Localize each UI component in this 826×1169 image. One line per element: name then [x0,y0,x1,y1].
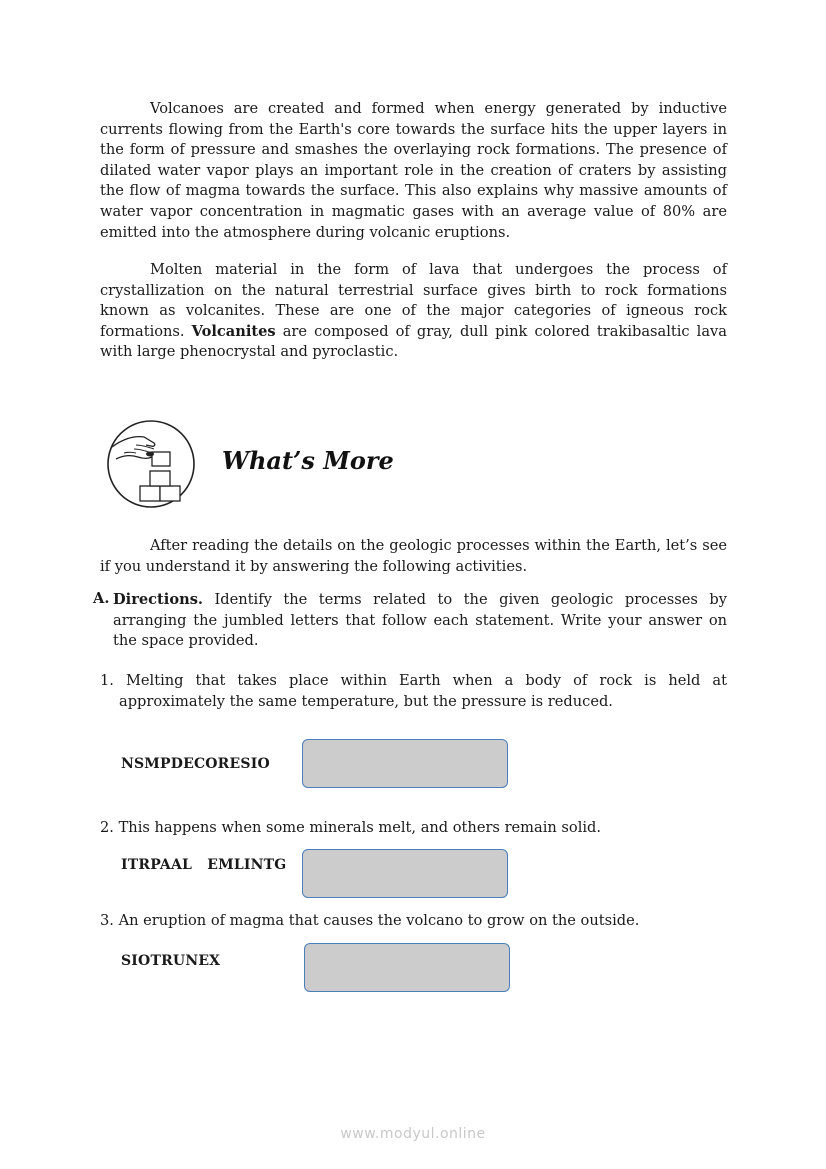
answer-box-3[interactable] [304,943,510,992]
paragraph-text: Molten material in the form of lava that undergoes the process of crystallization on the natural terrestrial surface gives birth to rock formations known as volcanites. These are one of the major categories of igneous rock formations. [100,261,727,340]
answer-box-1[interactable] [302,739,508,788]
directions-letter: A. [93,590,110,607]
section-title: What’s More [222,446,394,475]
directions-text: Identify the terms related to the given geologic processes by arranging the jumbled letters that follow each statement. Write your answer on the space provided. [113,591,727,650]
paragraph-volcanites [100,260,727,363]
directions [113,590,727,652]
directions-label: Directions. [113,591,203,608]
question-2: 2. This happens when some minerals melt, and others remain solid. [100,819,602,836]
jumbled-word-3: SIOTRUNEX [121,953,221,969]
activity-intro [100,536,727,577]
answer-box-2[interactable] [302,849,508,898]
question-text: 1. Melting that takes place within Earth when a body of rock is held at approximately the same temperature, but the pressure is reduced. [100,672,727,710]
watermark: www.modyul.online [340,1126,486,1142]
paragraph-text: Volcanoes are created and formed when energy generated by inductive currents flowing from the Earth's core towards the surface hits the upper layers in the form of pressure and smashes the overlaying rock formations. The presence of dilated water vapor plays an important role in the creation of craters by assisting the flow of magma towards the surface. This also explains why massive amounts of water vapor concentration in magmatic gases with an average value of 80% are emitted into the atmosphere during volcanic eruptions. [100,100,727,241]
jumbled-word-2: ITRPAAL EMLINTG [121,857,287,873]
intro-text: After reading the details on the geologic processes within the Earth, let’s see if you understand it by answering the following activities. [100,537,727,575]
paragraph-text: are composed of gray, dull pink colored trakibasaltic lava with large phenocrystal and pyroclastic. [100,322,727,361]
question-3: 3. An eruption of magma that causes the volcano to grow on the outside. [100,912,640,929]
bold-term: Volcanites [191,322,276,340]
question-1 [100,671,727,712]
jumbled-word-1: NSMPDECORESIO [121,756,270,772]
hand-stacking-blocks-icon [106,419,196,509]
paragraph-volcano-formation [100,99,727,243]
